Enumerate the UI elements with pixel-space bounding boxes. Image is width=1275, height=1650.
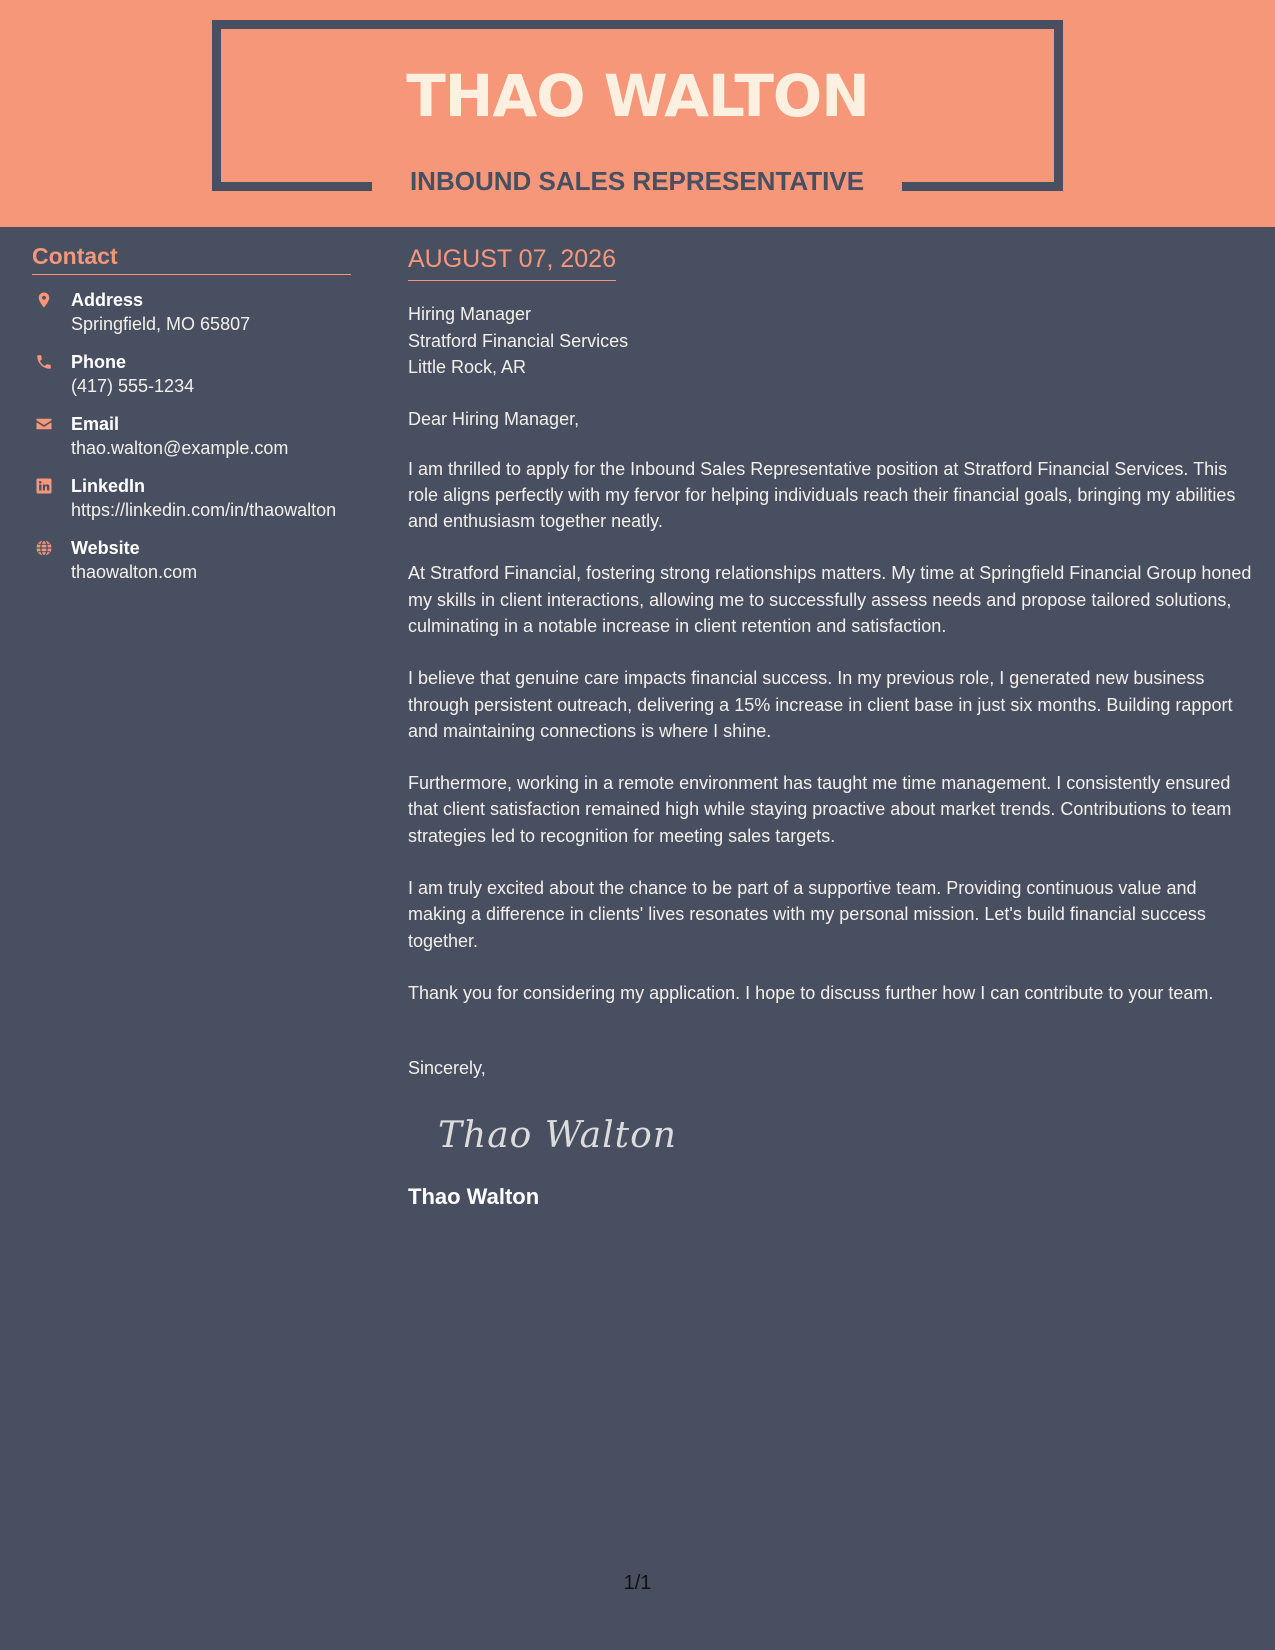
letter-paragraph: At Stratford Financial, fostering strong relationships matters. My time at Springfield Financial Group honed my skills in client interactions, allowing me to successfully assess needs and propose tailored solutions, culminating in a notable increase in client retention and satisfaction. (408, 563, 1252, 636)
signed-name: Thao Walton (408, 1184, 540, 1210)
recipient-block (408, 301, 1253, 381)
letter-paragraph: I believe that genuine care impacts financial success. In my previous role, I generated new business through persistent outreach, delivering a 15% increase in client base in just six months. Building rapport and maintaining connections is where I shine. (408, 668, 1233, 741)
letter-paragraph: I am truly excited about the chance to be part of a supportive team. Providing continuous value and making a difference in clients' lives resonates with my personal mission. Let's build financial success together. (408, 878, 1206, 951)
contact-label: Phone (71, 352, 127, 372)
letter-date: AUGUST 07, 2026 (408, 245, 616, 281)
phone-icon (35, 353, 53, 371)
candidate-name: THAO WALTON (406, 62, 869, 130)
contact-heading: Contact (32, 243, 351, 275)
greeting: Dear Hiring Manager, (408, 408, 580, 429)
closing: Sincerely, (408, 1058, 486, 1079)
contact-linkedin (32, 474, 351, 523)
contact-phone (32, 350, 351, 399)
contact-label: Address (71, 290, 144, 310)
contact-label: Website (71, 538, 140, 558)
letter-paragraph: I am thrilled to apply for the Inbound Sales Representative position at Stratford Financial Services. This role aligns perfectly with my fervor for helping individuals reach their financial goals, bringing my abilities and enthusiasm together neatly. (408, 458, 1236, 532)
header-banner (0, 0, 1275, 227)
letter-paragraph: Thank you for considering my application. I hope to discuss further how I can contribute to your team. (408, 982, 1214, 1003)
globe-icon (35, 539, 53, 557)
contact-label: LinkedIn (71, 476, 146, 496)
signature: Thao Walton (438, 1115, 677, 1157)
contact-address (32, 288, 351, 337)
letter-paragraph: Furthermore, working in a remote environment has taught me time management. I consistently ensured that client satisfaction remained high while staying proactive about market trends. Contributions to team strategies led to recognition for meeting sales targets. (408, 773, 1232, 846)
location-pin-icon (35, 291, 53, 309)
contact-value: Springfield, MO 65807 (71, 314, 251, 334)
page-number: 1/1 (623, 1572, 652, 1594)
job-title: INBOUND SALES REPRESENTATIVE (409, 166, 865, 196)
contact-value: thao.walton@example.com (71, 438, 289, 458)
recipient-line: Little Rock, AR (408, 357, 527, 377)
recipient-line: Stratford Financial Services (408, 330, 629, 351)
contact-value[interactable]: thaowalton.com (71, 562, 198, 582)
contact-value: (417) 555-1234 (71, 376, 195, 396)
contact-value[interactable]: https://linkedin.com/in/thaowalton (71, 500, 337, 520)
recipient-line: Hiring Manager (408, 304, 532, 324)
linkedin-icon (35, 477, 53, 495)
contact-website (32, 536, 351, 585)
envelope-icon (35, 415, 53, 433)
contact-email (32, 412, 351, 461)
contact-sidebar (32, 243, 351, 585)
letter-body (408, 245, 1253, 1210)
contact-label: Email (71, 414, 120, 434)
